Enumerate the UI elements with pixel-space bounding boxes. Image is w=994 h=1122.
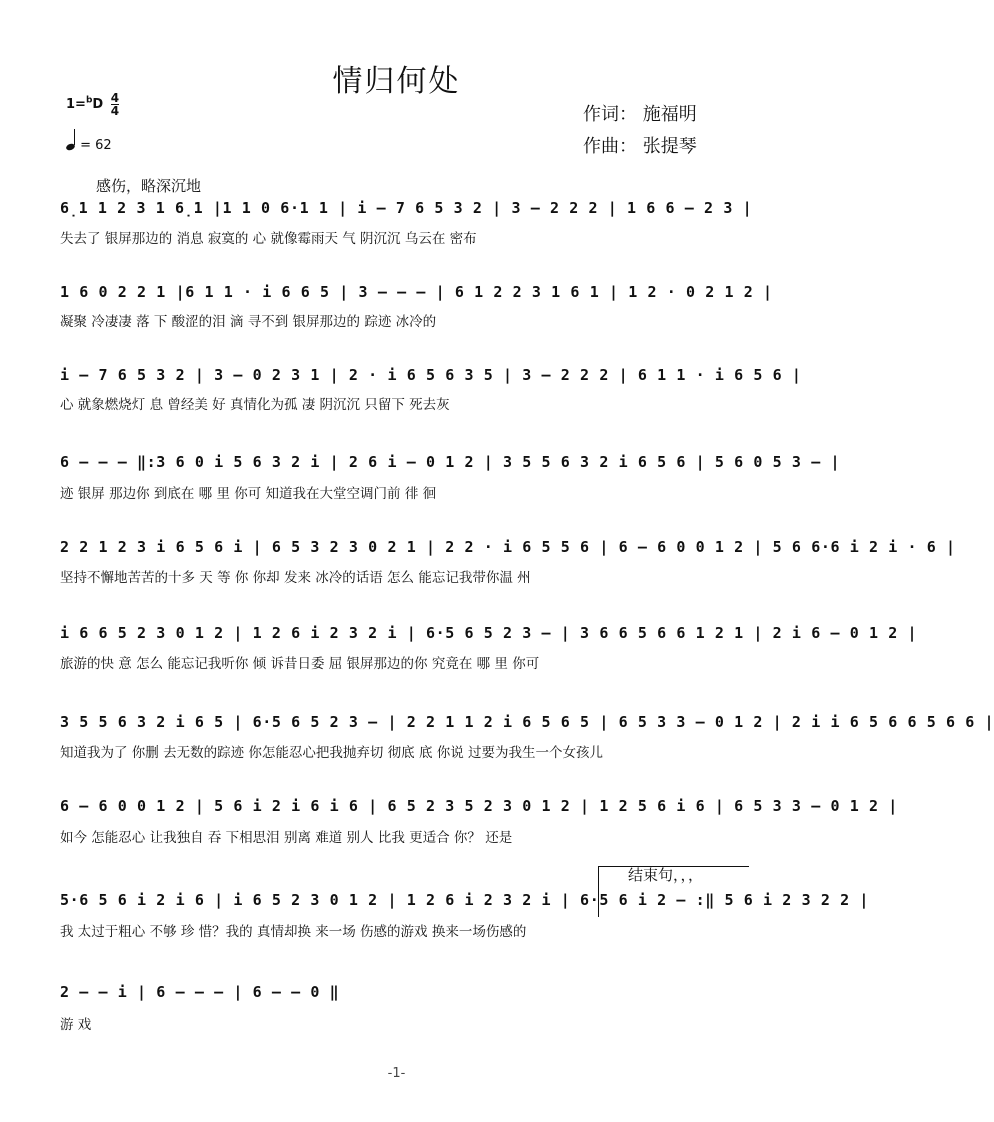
ending-label: 结束句，，， — [628, 866, 704, 884]
lyrics-line-10: 游 戏 — [60, 1017, 92, 1033]
tempo-value: = 62 — [80, 138, 112, 153]
notation-line-2: 1 6 0 2 2 1 |6 1 1 · i 6 6 5 | 3 – – – | 6 1 2 2 3 1 6 1 | 1 2 · 0 2 1 2 | — [60, 283, 773, 301]
key-prefix: 1= — [66, 97, 86, 112]
notation-line-3: i – 7 6 5 3 2 | 3 – 0 2 3 1 | 2 · i 6 5 6 3 5 | 3 – 2 2 2 | 6 1 1 · i 6 5 6 | — [60, 366, 802, 384]
lyrics-line-6: 旅游的快 意 怎么 能忘记我听你 倾 诉昔日委 屈 银屏那边的你 究竟在 哪 里 你可 — [60, 656, 540, 672]
tempo-marking — [66, 133, 112, 153]
lyrics-line-7: 知道我为了 你删 去无数的踪迹 你怎能忍心把我抛弃切 彻底 底 你说 过要为我生一个女孩儿 — [60, 745, 604, 761]
notation-line-10: 2 – – i | 6 – – – | 6 – – 0 ‖ — [60, 983, 340, 1001]
lyrics-line-8: 如今 怎能忍心 让我独自 吞 下相思泪 别离 难道 别人 比我 更适合 你？ 还是 — [60, 830, 513, 846]
notation-line-8: 6 – 6 0 0 1 2 | 5 6 i 2 i 6 i 6 | 6 5 2 3 5 2 3 0 1 2 | 1 2 5 6 i 6 | 6 5 3 3 – 0 1 2 | — [60, 797, 898, 815]
key-note: D — [92, 97, 104, 112]
lyrics-line-9: 我 太过于粗心 不够 珍 惜？我的 真情却换 来一场 伤感的游戏 换来一场伤感的 — [60, 924, 527, 940]
time-top: 4 — [110, 91, 120, 105]
note-stem-icon — [74, 129, 75, 145]
notation-line-5: 2 2 1 2 3 i 6 5 6 i | 6 5 3 2 3 0 2 1 | 2 2 · i 6 5 5 6 | 6 – 6 0 0 1 2 | 5 6 6·6 i 2 i · 6 | — [60, 538, 956, 556]
lyrics-line-4: 迹 银屏 那边你 到底在 哪 里 你可 知道我在大堂空调门前 徘 徊 — [60, 486, 437, 502]
page-number: -1- — [387, 1066, 406, 1081]
notation-line-9: 5·6 5 6 i 2 i 6 | i 6 5 2 3 0 1 2 | 1 2 6 i 2 3 2 i | 6·5 6 i 2 – :‖ 5 6 i 2 3 2 2 | — [60, 891, 869, 909]
flat-sign: b — [85, 95, 93, 106]
lyrics-line-5: 坚持不懈地苦苦的十多 天 等 你 你却 发来 冰冷的话语 怎么 能忘记我带你温 州 — [60, 570, 531, 586]
lyrics-line-3: 心 就象燃烧灯 息 曾经美 好 真情化为孤 凄 阴沉沉 只留下 死去灰 — [60, 397, 450, 413]
key-signature — [66, 92, 119, 117]
time-bottom: 4 — [110, 104, 120, 118]
notation-line-7: 3 5 5 6 3 2 i 6 5 | 6·5 6 5 2 3 – | 2 2 1 1 2 i 6 5 6 5 | 6 5 3 3 – 0 1 2 | 2 i i 6 5 6 6 5 6 6 | — [60, 713, 994, 731]
expression-marking: 感伤，略深沉地 — [96, 177, 202, 195]
lyrics-line-2: 凝聚 冷凄凄 落 下 酸涩的泪 滴 寻不到 银屏那边的 踪迹 冰冷的 — [60, 314, 437, 330]
lyricist-credit: 作词： 施福明 — [583, 104, 697, 125]
composer-credit: 作曲： 张提琴 — [583, 136, 697, 157]
song-title: 情归何处 — [332, 64, 461, 99]
notation-line-1: 6̣1 1 2 3 1 6̣1 |1 1 0 6·1 1 | i – 7 6 5 3 2 | 3 – 2 2 2 | 1 6 6 – 2 3 | — [60, 199, 753, 217]
lyrics-line-1: 失去了 银屏那边的 消息 寂寞的 心 就像霉雨天 气 阴沉沉 乌云在 密布 — [60, 231, 477, 247]
notation-line-6: i 6 6 5 2 3 0 1 2 | 1 2 6 i 2 3 2 i | 6·5 6 5 2 3 – | 3 6 6 5 6 6 1 2 1 | 2 i 6 – 0 1 2 | — [60, 624, 918, 642]
time-signature — [111, 92, 119, 117]
notation-line-4: 6 – – – ‖:3 6 0 i 5 6 3 2 i | 2 6 i – 0 1 2 | 3 5 5 6 3 2 i 6 5 6 | 5 6 0 5 3 – | — [60, 453, 841, 471]
